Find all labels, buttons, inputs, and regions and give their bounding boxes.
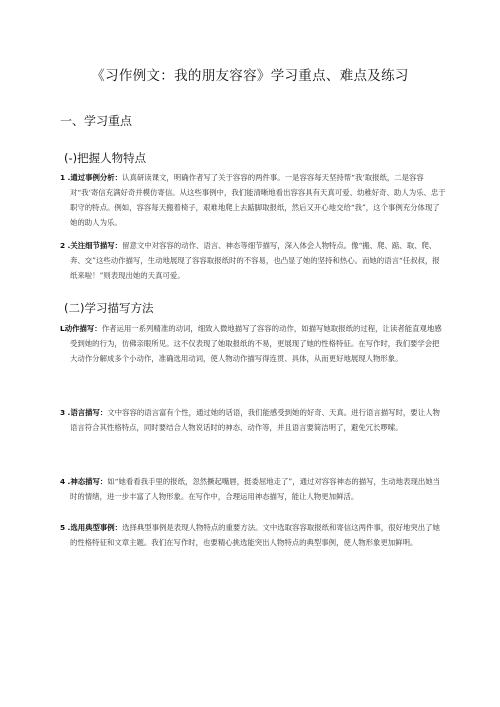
item-number: 5 bbox=[60, 523, 66, 532]
item-text: 文中容容的语言富有个性，通过她的话语，我们能感受到她的好奇、天真。进行语言描写时，要让人物语言符合其性格特点，同时要结合人物说话时的神态、动作等，并且语言要简洁明了，避免冗长啰嗦。 bbox=[70, 408, 440, 432]
paragraph-item-2 bbox=[60, 238, 446, 283]
document-title: 《习作例文：我的朋友容容》学习重点、难点及练习 bbox=[91, 68, 409, 84]
subheading-character-traits: (-)把握人物特点 bbox=[64, 151, 147, 165]
section-heading-key-points: 一、学习重点 bbox=[60, 114, 133, 128]
item-lead: .通过事例分析： bbox=[67, 173, 123, 182]
item-text: 留意文中对容容的动作、语言、神态等细节描写，深入体会人物特点。像“搬、爬、踮、取、爬、奔、交”这些动作描写，生动地展现了容容取报纸时的不容易，也凸显了她的坚持和热心。而她的语言“任叔叔，报纸来啦！”则表现出她的天真可爱。 bbox=[70, 241, 440, 280]
item-text: 选择典型事例是表现人物特点的重要方法。文中选取容容取报纸和寄信这两件事，很好地突出了她的性格特征和文章主题。我们在写作时，也要精心挑选能突出人物特点的典型事例，使人物形象更加鲜明。 bbox=[70, 523, 440, 547]
paragraph-item-1 bbox=[60, 170, 446, 230]
item-lead: 动作描写： bbox=[64, 324, 102, 333]
item-number: L bbox=[60, 324, 65, 333]
item-lead: .神态描写： bbox=[67, 477, 108, 486]
item-text: 作者运用一系列精准的动词，细致入微地描写了容容的动作，如描写她取报纸的过程，让读者能直观地感受到她的行为，仿佛亲眼所见。这不仅表现了她取报纸的不易，更展现了她的性格特征。在写作时，我们要学会把大动作分解成多个小动作，准确选用动词，使人物动作描写得连贯、具体，从而更好地展现人物形象。 bbox=[70, 324, 442, 363]
item-number: 4 bbox=[60, 477, 66, 486]
subheading-writing-methods: (二)学习描写方法 bbox=[64, 301, 154, 315]
item-number: 2 bbox=[60, 241, 66, 250]
item-number: 1 bbox=[60, 173, 66, 182]
paragraph-item-4 bbox=[60, 474, 446, 504]
item-lead: .关注细节描写： bbox=[67, 241, 123, 250]
paragraph-item-3 bbox=[60, 405, 446, 435]
paragraph-item-5 bbox=[60, 520, 446, 550]
item-text: 如“她看看我手里的报纸，忽然撅起嘴唇，挺委屈地走了”，通过对容容神态的描写，生动地表现出她当时的情绪，进一步丰富了人物形象。在写作中，合理运用神态描写，能让人物更加鲜活。 bbox=[70, 477, 441, 501]
item-number: 3 bbox=[60, 408, 66, 417]
item-text: 认真研读课文，明确作者写了关于容容的两件事。一是容容每天坚持帮“我‘取报纸，二是容容对“我‘寄信充满好奇并模仿寄信。从这些事例中，我们能清晰地看出容容具有天真可爱、幼稚好奇、助人为乐、忠于职守的特点。例如，容容每天搬着椅子，艰难地爬上去踮脚取报纸，然后又开心地交给“我”，这个事例充分体现了她的助人为乐。 bbox=[70, 173, 446, 227]
paragraph-item-action bbox=[60, 321, 446, 366]
item-lead: .语言描写： bbox=[67, 408, 108, 417]
item-lead: .选用典型事例： bbox=[67, 523, 123, 532]
